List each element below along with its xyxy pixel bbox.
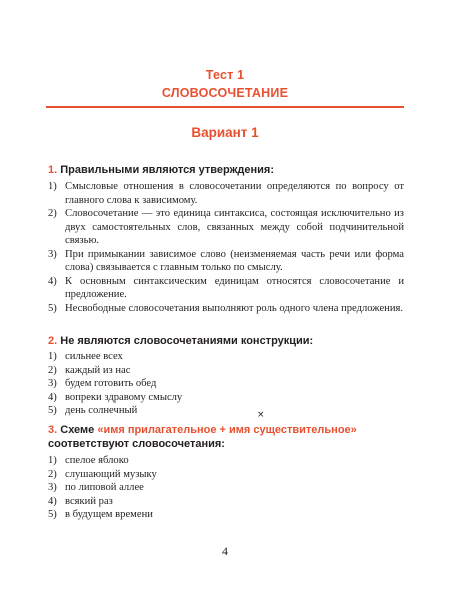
question-2-options [48,350,404,418]
option-number: 2) [48,208,57,219]
cross-mark-icon: × [257,410,265,420]
option-text: в будущем времени [65,509,153,520]
option-text: Словосочетание — это единица синтаксиса, состоящая исключительно из двух самостоятельных слов, связанных между собой подчинительной связью. [65,208,404,246]
question-prompt-after: соответствуют словосочетания: [48,438,225,450]
option-item [48,508,404,522]
option-item [48,350,404,364]
option-text: Смысловые отношения в словосочетании определяются по вопросу от главного слова к зависимому. [65,181,404,206]
question-prompt: Правильными являются утверждения: [60,164,274,176]
option-number: 5) [48,509,57,520]
question-1-options [48,180,404,315]
option-item [48,495,404,509]
option-text: день солнечный [65,405,138,416]
option-text: спелое яблоко [65,455,129,466]
option-text: сильнее всех [65,351,123,362]
option-text: будем готовить обед [65,378,157,389]
option-item [48,302,404,316]
option-item [48,275,404,302]
option-item [48,404,404,418]
test-title: Тест 1 [205,68,245,82]
option-text: При примыкании зависимое слово (неизменяемая часть речи или форма слова) связывается с главным только по смыслу. [65,248,404,273]
option-text: по липовой аллее [65,482,144,493]
option-number: 3) [48,482,57,493]
option-item [48,454,404,468]
question-3-options [48,454,404,522]
option-text: Несвободные словосочетания выполняют роль одного члена предложения. [65,302,404,314]
test-subtitle: СЛОВОСОЧЕТАНИЕ [161,86,289,100]
option-number: 1) [48,455,57,466]
option-number: 4) [48,391,57,403]
option-item [48,180,404,207]
question-3-heading [48,423,404,451]
option-item [48,364,404,378]
option-item [48,481,404,495]
option-text: всякий раз [65,495,113,507]
option-text: вопреки здравому смыслу [65,391,183,403]
option-text: каждый из нас [65,364,131,376]
question-2-heading [48,334,404,348]
option-item [48,207,404,248]
option-text: слушающий музыку [65,468,157,480]
option-item [48,468,404,482]
question-number: 3. [48,424,58,436]
page-number: 4 [222,544,228,558]
option-item [48,248,404,275]
option-number: 1) [48,351,57,362]
option-number: 3) [48,378,57,389]
option-number: 2) [48,364,57,376]
title-divider [46,106,404,108]
option-number: 3) [48,248,57,260]
option-number: 4) [48,495,57,507]
option-number: 4) [48,275,57,287]
option-number: 1) [48,181,57,192]
option-item [48,391,404,405]
question-prompt: Не являются словосочетаниями конструкции: [60,335,314,347]
question-prompt-highlight: «имя прилагательное + имя существительное» [97,424,357,436]
question-1-heading [48,163,404,177]
option-number: 2) [48,468,57,480]
question-prompt-before: Схеме [60,424,95,436]
variant-title: Вариант 1 [191,125,259,140]
option-text: К основным синтаксическим единицам относятся словосочетание и предложение. [65,275,404,300]
question-number: 2. [48,335,58,347]
question-number: 1. [48,164,58,176]
option-number: 5) [48,302,57,314]
option-item [48,377,404,391]
option-number: 5) [48,405,57,416]
